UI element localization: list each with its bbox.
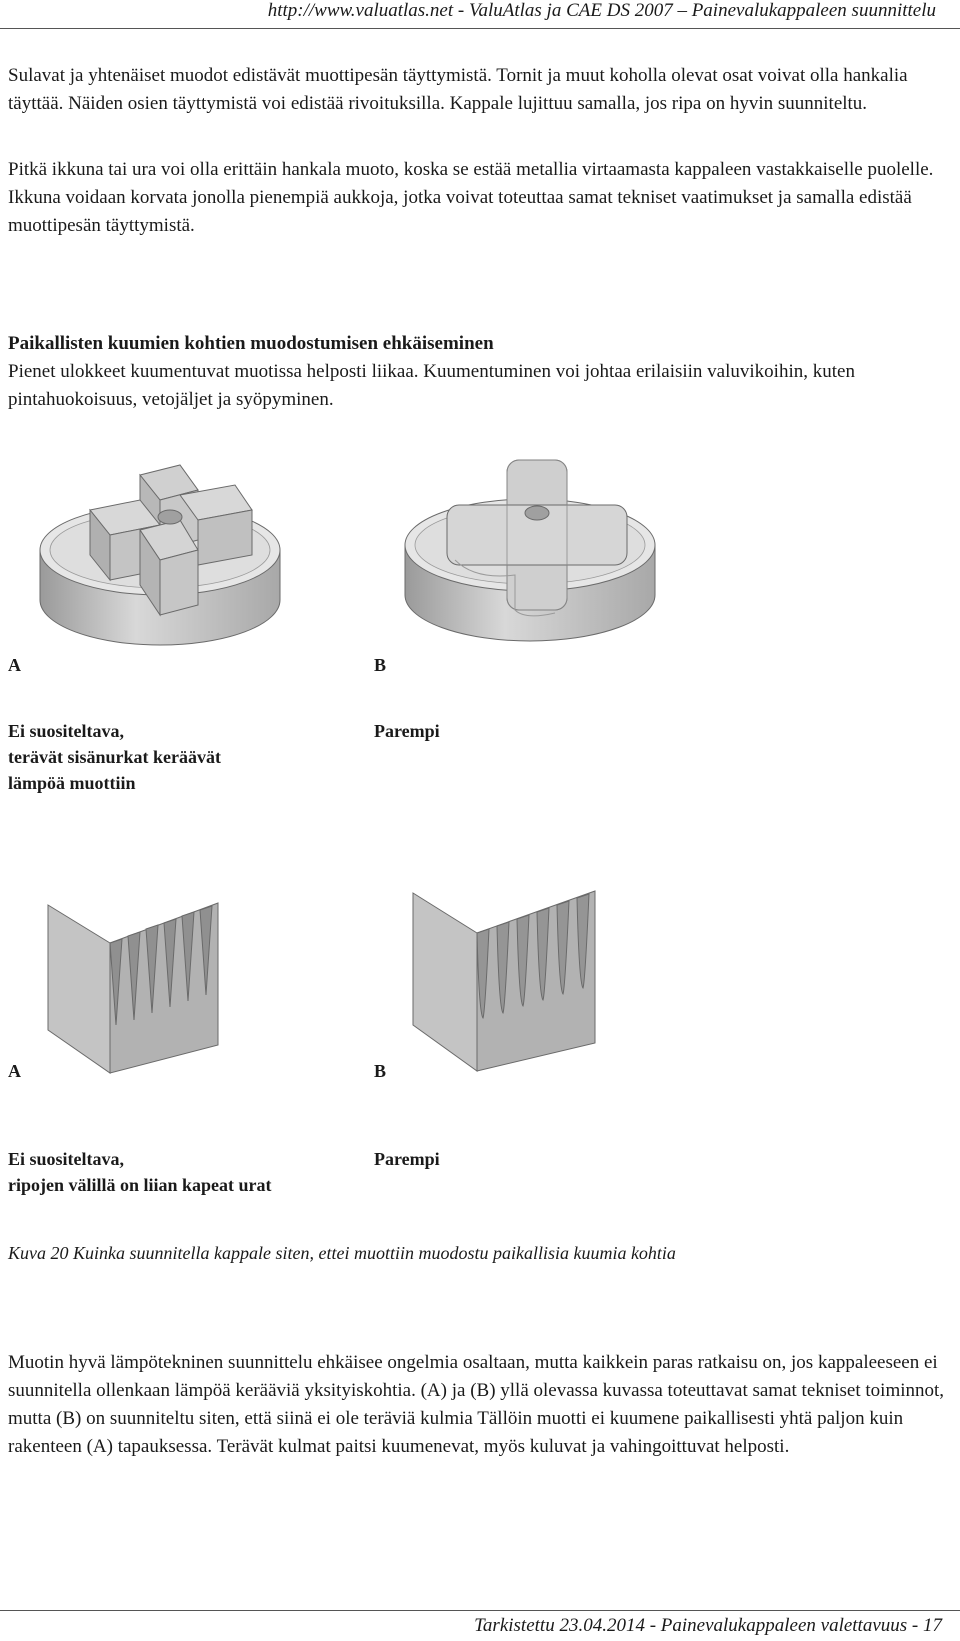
figure1-a-letter: A xyxy=(8,655,21,675)
fin-block-narrow-figure xyxy=(40,895,240,1075)
header-divider xyxy=(0,28,960,29)
figure1-b-description: Parempi xyxy=(374,721,440,741)
paragraph-window: Pitkä ikkuna tai ura voi olla erittäin hankala muoto, koska se estää metallia virtaamasta kappaleen vastakkaiselle puolelle. Ikkuna voidaan korvata jonolla pienempiä aukkoja, jotka voivat toteuttaa samat tekniset vaatimukset ja samalla edistää muottipesän täyttymistä. xyxy=(8,159,934,236)
figure-caption: Kuva 20 Kuinka suunnitella kappale siten, ettei muottiin muodostu paikallisia kuumia kohtia xyxy=(8,1243,676,1263)
cross-boss-sharp-figure xyxy=(30,455,295,650)
figure1-b-letter: B xyxy=(374,655,387,675)
footer-divider xyxy=(0,1610,960,1611)
figure2-a-letter: A xyxy=(8,1061,21,1081)
paragraph-fill: Sulavat ja yhtenäiset muodot edistävät muottipesän täyttymistä. Tornit ja muut koholla olevat osat voivat olla hankalia täyttää. Näiden osien täyttymistä voi edistää rivoituksilla. Kappale lujittuu samalla, jos ripa on hyvin suunniteltu. xyxy=(8,65,908,114)
figure2-a-description: Ei suositeltava, ripojen välillä on liian kapeat urat xyxy=(8,1149,272,1195)
section-heading: Paikallisten kuumien kohtien muodostumisen ehkäiseminen xyxy=(8,333,494,354)
figure2-b-description: Parempi xyxy=(374,1149,440,1169)
page-header: http://www.valuatlas.net - ValuAtlas ja CAE DS 2007 – Painevalukappaleen suunnittelu xyxy=(267,0,936,21)
page-footer: Tarkistettu 23.04.2014 - Painevalukappaleen valettavuus - 17 xyxy=(474,1615,942,1636)
cross-boss-rounded-figure xyxy=(395,445,670,645)
figure1-a-description: Ei suositeltava, terävät sisänurkat keräävät lämpöä muottiin xyxy=(8,721,221,793)
paragraph-protrusions: Pienet ulokkeet kuumentuvat muotissa helposti liikaa. Kuumentuminen voi johtaa erilaisiin valuvikoihin, kuten pintahuokoisuus, vetojäljet ja syöpyminen. xyxy=(8,361,855,410)
figure2-b-letter: B xyxy=(374,1061,387,1081)
fin-block-wide-figure xyxy=(405,883,615,1073)
paragraph-thermal-design: Muotin hyvä lämpötekninen suunnittelu ehkäisee ongelmia osaltaan, mutta kaikkein paras ratkaisu on, jos kappaleeseen ei suunnitella ollenkaan lämpöä kerääviä yksityiskohtia. (A) ja (B) yllä olevassa kuvassa toteuttavat samat tekniset toiminnot, mutta (B) on suunniteltu siten, että siinä ei ole teräviä kulmia Tällöin muotti ei kuumene paikallisesti yhtä paljon kuin rakenteen (A) tapauksessa. Terävät kulmat paitsi kuumenevat, myös kuluvat ja vahingoittuvat helposti. xyxy=(8,1352,945,1457)
